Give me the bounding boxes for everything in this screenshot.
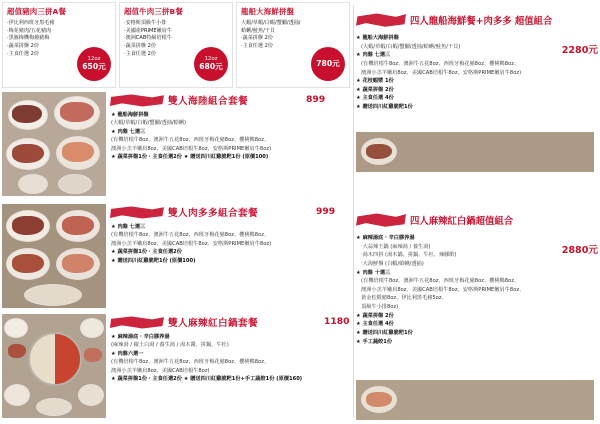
dish-photo xyxy=(2,204,106,308)
set-detail-line: (有機培根牛8oz、澳洲牛五花8oz、西班牙梅花豬8oz、櫻桃鴨8oz、 xyxy=(111,232,270,239)
set-detail-line: ★ 龍船海鮮拼盤 xyxy=(111,112,149,118)
set-detail-line: (有機培根牛8oz、澳洲牛五花8oz、西班牙梅花豬8oz、櫻桃鴨8oz、 xyxy=(111,137,270,144)
set-detail-list xyxy=(110,111,350,162)
set-row-meat-lover[interactable] xyxy=(2,204,350,310)
set-row-spicy-hotpot[interactable] xyxy=(2,314,350,420)
card-detail-line: 澳洲小羔羊嫩肩8oz、美國CAB培根牛8oz、安格斯PRIME嫩肩牛8oz) xyxy=(361,69,522,76)
price-badge xyxy=(77,47,111,81)
brush-stroke-decor xyxy=(356,13,406,27)
set-price: 899 xyxy=(306,94,326,105)
combo-title: 超值豬肉三拼A餐 xyxy=(7,7,67,16)
price-badge xyxy=(311,47,345,81)
card-price: 2280元 xyxy=(561,45,598,56)
badge-price: 680元 xyxy=(199,61,223,71)
combo-detail-line: ‧伊比利西班牙黑毛豬 xyxy=(7,20,55,26)
set-detail-line: ★ 蔬菜拼盤1份 ‧ 主食任選2份 ★ 贈送四川紅雞脆粑1份 (原價100) xyxy=(111,154,269,161)
card-detail-line: 頂級牛小排8oz) xyxy=(361,304,399,310)
combo-detail-line: ‧安格斯頂級牛小排 xyxy=(124,20,167,26)
badge-price: 650元 xyxy=(82,61,106,71)
set-detail-line: (有機培根牛8oz、澳洲牛五花8oz、西班牙梅花豬8oz、櫻桃鴨8oz、 xyxy=(111,359,270,366)
top-combo-row xyxy=(2,2,350,88)
set-detail-line: 澳洲小羔羊嫩肩8oz、美國CAB培根牛8oz) xyxy=(111,367,210,374)
card-title: 四人龍船海鮮餐+肉多多 超值組合 xyxy=(410,16,553,27)
set-detail-line: ★ 贈送四川紅雞脆粑1份 (原價100) xyxy=(111,257,196,264)
combo-detail-line: ‧蔬菜拼盤 2份 xyxy=(7,42,39,49)
dish-photo-strip xyxy=(356,380,594,420)
set-header xyxy=(110,204,350,223)
card-detail-line: ★ 手工蔬餃1份 xyxy=(356,338,393,345)
set-name: 雙人肉多多組合套餐 xyxy=(168,208,258,219)
brush-stroke-decor xyxy=(110,94,164,107)
combo-detail-line: 蛤蜊/鮭魚/干貝 xyxy=(241,27,275,34)
card-detail-line: ★ 贈送四川紅雞脆粑1份 xyxy=(356,104,413,110)
card-detail-line: ★ 肉盤 七選三 xyxy=(356,52,391,59)
badge-price: 780元 xyxy=(316,59,340,69)
card-detail-line: ★ 麻辣湯底 ‧ 辛白膠养湯 xyxy=(356,235,415,241)
set-header xyxy=(110,92,350,111)
set-detail-line: ★ 肉盤 七選三 xyxy=(111,128,146,135)
card-detail-line: 澳洲小羔羊嫩肩8oz、美國CAB培根牛8oz、安格斯PRIME嫩肩牛8oz、 xyxy=(361,286,525,293)
combo-detail-line: ‧梅花豬肉/五花豬肉 xyxy=(7,27,52,34)
combo-title: 龍船大海鮮拼盤 xyxy=(241,7,295,16)
card-title: 四人麻辣紅白鍋超值組合 xyxy=(410,216,514,227)
combo-detail-line: ‧蔬菜拼盤 2份 xyxy=(241,35,273,42)
set-body xyxy=(110,204,350,308)
set-detail-line: (大蝦/草蝦/白蝦/蟹腳/透抽/蛤蜊) xyxy=(111,120,187,127)
set-body xyxy=(110,314,350,418)
set-name: 雙人海陸組合套餐 xyxy=(168,96,248,107)
card-detail-line: (有機培根牛8oz、澳洲牛五花8oz、西班牙梅花豬8oz、櫻桃鴨8oz、 xyxy=(361,278,520,285)
dish-photo xyxy=(548,132,594,172)
card-detail-line: ★ 蔬菜拼盤 2份 xyxy=(356,86,394,93)
family-spicy-hotpot-combo-card[interactable] xyxy=(356,212,600,346)
set-row-seafood-meat[interactable] xyxy=(2,92,350,198)
set-detail-line: ★ 肉盤 七選三 xyxy=(111,224,146,230)
card-detail-line: ★ 贈送四川紅雞脆粑1份 xyxy=(356,329,413,336)
brush-stroke-decor xyxy=(110,316,164,329)
brush-stroke-decor xyxy=(110,206,164,219)
set-detail-line: ★ 麻辣湯底 ‧ 辛白膠养湯 xyxy=(111,334,170,340)
card-detail-line: ★ 龍船大海鮮拼盤 xyxy=(356,35,399,41)
set-detail-line: 澳洲小羔羊嫩肩8oz、美國CAB培根牛8oz、安格斯PRIME嫩肩牛8oz) xyxy=(111,240,272,247)
card-detail-line: ★ 主食任選 4份 xyxy=(356,321,394,328)
brush-stroke-decor xyxy=(356,213,406,227)
combo-detail-line: 大蝦/草蝦/白蝦/蟹腳/透抽/ xyxy=(241,20,301,26)
combo-detail-line: ‧美國產PRIME嫩肩牛 xyxy=(124,27,172,34)
card-detail-line: (有機培根牛8oz、澳洲牛五花8oz、西班牙梅花豬8oz、櫻桃鴨8oz、 xyxy=(361,60,520,67)
combo-title: 超值牛肉三拼B餐 xyxy=(124,7,183,16)
dish-photo xyxy=(548,380,594,420)
card-detail-line: ‧大海鮮盤 (白蝦/蛤蜊/透抽) xyxy=(361,260,424,267)
column-divider xyxy=(353,6,354,418)
set-detail-line: ★ 蔬菜拼盤1份 ‧ 主食任選2份 ★ 贈送四川紅雞脆粑1份+手工蔬餃1份 (原價160) xyxy=(111,376,303,383)
combo-detail-line: ‧主食任選 2份 xyxy=(7,50,39,57)
combo-detail-list xyxy=(241,20,345,51)
dish-photo xyxy=(2,314,106,418)
set-detail-line: ★ 肉盤六選一 xyxy=(111,350,144,357)
card-detail-line: ★ 肉盤 十選三 xyxy=(356,269,391,276)
set-detail-line: 澳洲小羔羊嫩肩8oz、美國CAB培根牛8oz、安格斯PRIME嫩肩牛8oz) xyxy=(111,145,272,152)
set-price: 999 xyxy=(316,206,336,217)
card-detail-line: ★ 蔬菜拼盤 2份 xyxy=(356,312,394,319)
card-detail-line: ★ 主食任選 4份 xyxy=(356,95,394,102)
set-detail-list xyxy=(110,223,350,265)
combo-detail-line: ‧黑豚梅機梅燒豬梅 xyxy=(7,35,50,42)
card-detail-line: ‧湯木四拼 (湯木鍋、拼鍋、牛杜、辣膠酢) xyxy=(361,252,457,259)
card-header xyxy=(356,212,600,234)
badge-weight: 12oz xyxy=(87,56,101,63)
combo-detail-line: ‧主食任選 2份 xyxy=(124,50,156,57)
card-detail-line: 黃金松阪豬8oz、伊比利黑毛豬5oz、 xyxy=(361,295,447,302)
set-detail-list xyxy=(110,333,350,384)
top-combo-card-1[interactable] xyxy=(2,2,116,88)
card-detail-line: (大蝦/草蝦/白蝦/蟹腳/透抽/蛤蜊/鮭魚/干貝) xyxy=(361,43,461,50)
set-detail-line: (麻辣湯 / 椒土白湯 / 養生湯 / 湯木醬、拼鍋、牛杜) xyxy=(111,342,229,349)
card-detail-line: ‧大蒜辣王鍋 (麻辣湯 / 養生湯) xyxy=(361,243,431,250)
right-column xyxy=(356,0,600,424)
combo-detail-line: ‧澳洲CAB特級培根牛 xyxy=(124,35,172,42)
combo-detail-line: ‧主食任選 2份 xyxy=(241,42,273,49)
combo-detail-line: ‧蔬菜拼盤 2份 xyxy=(124,42,156,49)
card-price: 2880元 xyxy=(561,245,598,256)
card-detail-line: ★ 花枝蝦漿 1份 xyxy=(356,78,394,85)
set-body xyxy=(110,92,350,196)
set-header xyxy=(110,314,350,333)
top-combo-card-3[interactable] xyxy=(236,2,350,88)
badge-weight: 12oz xyxy=(204,56,218,63)
top-combo-card-2[interactable] xyxy=(119,2,233,88)
dish-photo xyxy=(2,92,106,196)
card-header xyxy=(356,12,600,34)
set-detail-line: ★ 蔬菜拼盤1份 ‧ 主食任選2份 xyxy=(111,249,182,256)
set-price: 1180 xyxy=(324,316,350,327)
family-seafood-combo-card[interactable] xyxy=(356,12,600,112)
price-badge xyxy=(194,47,228,81)
set-name: 雙人麻辣紅白鍋套餐 xyxy=(168,318,258,329)
dish-photo-strip xyxy=(356,132,594,172)
